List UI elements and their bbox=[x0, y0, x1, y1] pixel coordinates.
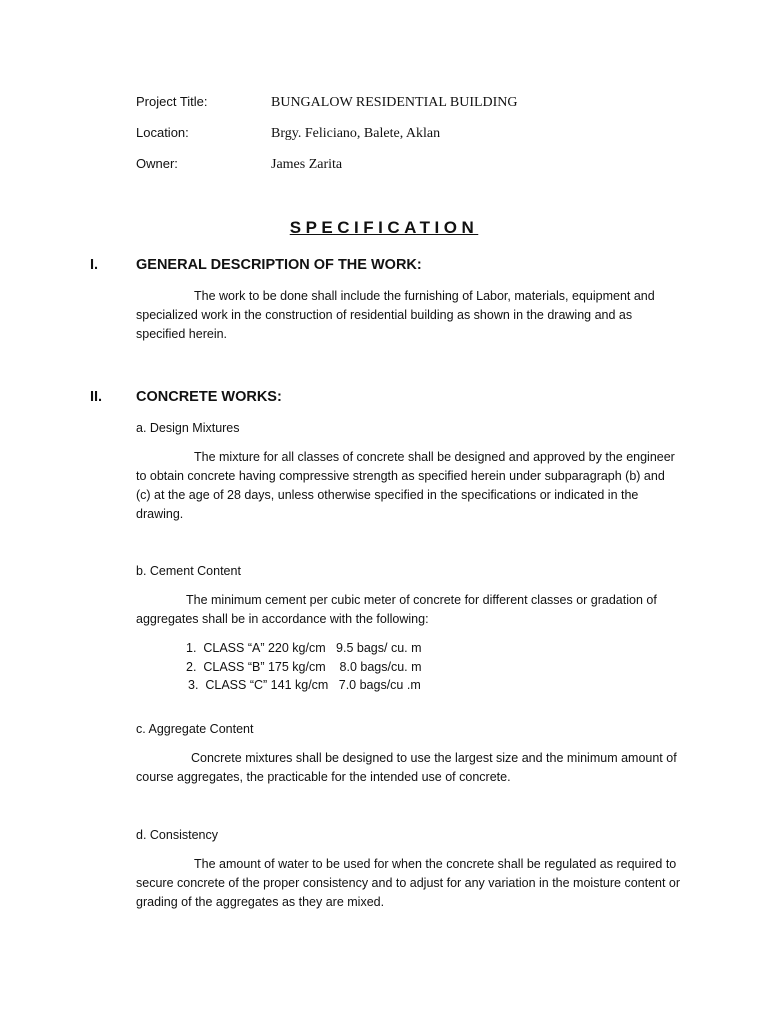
project-title-value: BUNGALOW RESIDENTIAL BUILDING bbox=[271, 95, 518, 110]
document-title: SPECIFICATION bbox=[289, 218, 479, 237]
owner-row bbox=[136, 156, 342, 176]
location-label: Location: bbox=[136, 125, 189, 140]
location-value: Brgy. Feliciano, Balete, Aklan bbox=[271, 126, 441, 141]
section-title: GENERAL DESCRIPTION OF THE WORK: bbox=[136, 257, 422, 273]
subsection-heading: d. Consistency bbox=[136, 828, 218, 842]
subsection-heading: a. Design Mixtures bbox=[136, 421, 240, 435]
section-number: I. bbox=[90, 257, 99, 273]
cement-class-list bbox=[186, 639, 422, 695]
section-title: CONCRETE WORKS: bbox=[136, 389, 282, 405]
owner-label: Owner: bbox=[136, 156, 178, 171]
owner-value: James Zarita bbox=[271, 157, 343, 172]
project-title-label: Project Title: bbox=[136, 94, 208, 109]
subsection-heading: c. Aggregate Content bbox=[136, 722, 254, 736]
subsection-paragraph: The mixture for all classes of concrete shall be designed and approved by the engineer to obtain concrete having compressive strength as specified herein under subparagraph (b) and (c) at the age of 28 days, unless otherwise specified in the specifications or indicated in the drawing. bbox=[136, 450, 675, 521]
location-row bbox=[136, 125, 440, 145]
subsection-heading: b. Cement Content bbox=[136, 564, 241, 578]
list-item: 3. CLASS “C” 141 kg/cm 7.0 bags/cu .m bbox=[188, 678, 421, 692]
list-item: 1. CLASS “A” 220 kg/cm 9.5 bags/ cu. m bbox=[186, 641, 422, 655]
section-paragraph: The work to be done shall include the furnishing of Labor, materials, equipment and specialized work in the construction of residential building as shown in the drawing and as specified herein. bbox=[136, 289, 655, 341]
subsection-paragraph: The amount of water to be used for when the concrete shall be regulated as required to secure concrete of the proper consistency and to adjust for any variation in the moisture content or grading of the aggregates as they are mixed. bbox=[136, 857, 681, 909]
list-item: 2. CLASS “B” 175 kg/cm 8.0 bags/cu. m bbox=[186, 659, 422, 674]
section-number: II. bbox=[90, 389, 103, 405]
subsection-paragraph: Concrete mixtures shall be designed to use the largest size and the minimum amount of course aggregates, the practicable for the intended use of concrete. bbox=[136, 751, 677, 784]
subsection-paragraph: The minimum cement per cubic meter of concrete for different classes or gradation of aggregates shall be in accordance with the following: bbox=[136, 593, 657, 626]
project-title-row bbox=[136, 94, 518, 114]
